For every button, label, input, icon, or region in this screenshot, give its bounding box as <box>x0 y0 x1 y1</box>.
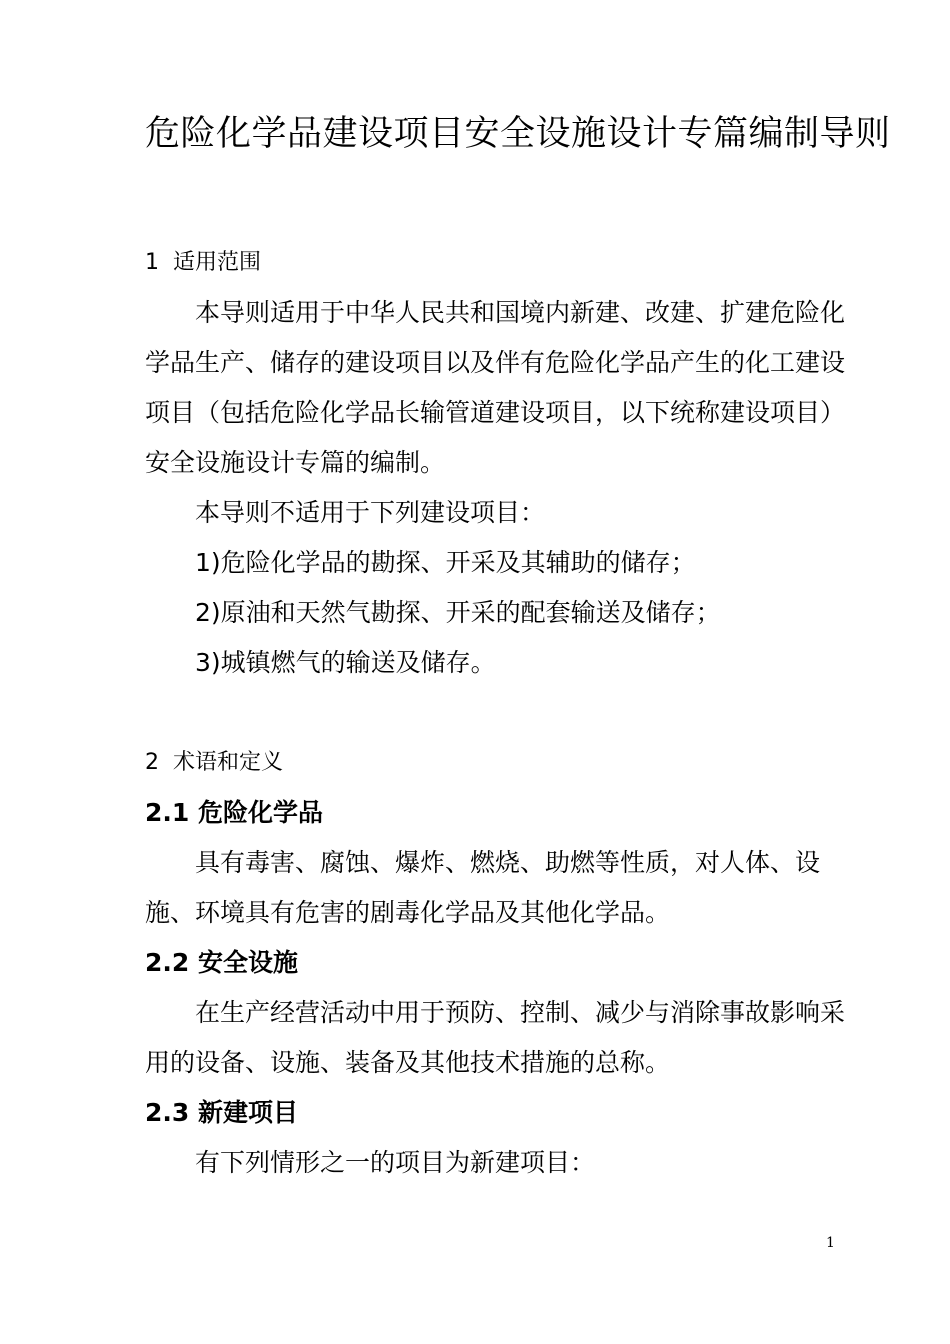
subsection-2-3-text: 有下列情形之一的项目为新建项目： <box>195 1148 596 1177</box>
subsection-2-3-heading: 2.3 新建项目 <box>145 1098 298 1127</box>
subsection-2-1-heading: 2.1 危险化学品 <box>145 798 323 827</box>
exclusion-item-1: 1)危险化学品的勘探、开采及其辅助的储存； <box>195 548 696 577</box>
exclusion-item-3: 3)城镇燃气的输送及储存。 <box>195 648 496 677</box>
subsection-2-1-text: 具有毒害、腐蚀、爆炸、燃烧、助燃等性质，对人体、设施、环境具有危害的剧毒化学品及其他化学品。 <box>145 848 821 927</box>
subsection-2-2-text: 在生产经营活动中用于预防、控制、减少与消除事故影响采用的设备、设施、装备及其他技术措施的总称。 <box>145 998 846 1077</box>
section-2-number: 2 <box>145 750 159 775</box>
exclusion-intro: 本导则不适用于下列建设项目： <box>195 498 546 527</box>
section-1-title: 适用范围 <box>173 250 262 275</box>
section-1-heading <box>145 238 845 288</box>
exclusion-item-2: 2)原油和天然气勘探、开采的配套输送及储存； <box>195 598 721 627</box>
section-1-number: 1 <box>145 250 159 275</box>
section-2-title: 术语和定义 <box>173 750 284 775</box>
section-2-heading <box>145 738 845 788</box>
page-number: 1 <box>826 1235 835 1251</box>
section-spacer <box>145 688 845 738</box>
scope-paragraph: 本导则适用于中华人民共和国境内新建、改建、扩建危险化学品生产、储存的建设项目以及伴有危险化学品产生的化工建设项目（包括危险化学品长输管道建设项目，以下统称建设项目）安全设施设计专篇的编制。 <box>145 298 846 477</box>
document-body <box>145 238 845 1188</box>
subsection-2-2-heading: 2.2 安全设施 <box>145 948 298 977</box>
document-title: 危险化学品建设项目安全设施设计专篇编制导则 <box>145 114 891 154</box>
